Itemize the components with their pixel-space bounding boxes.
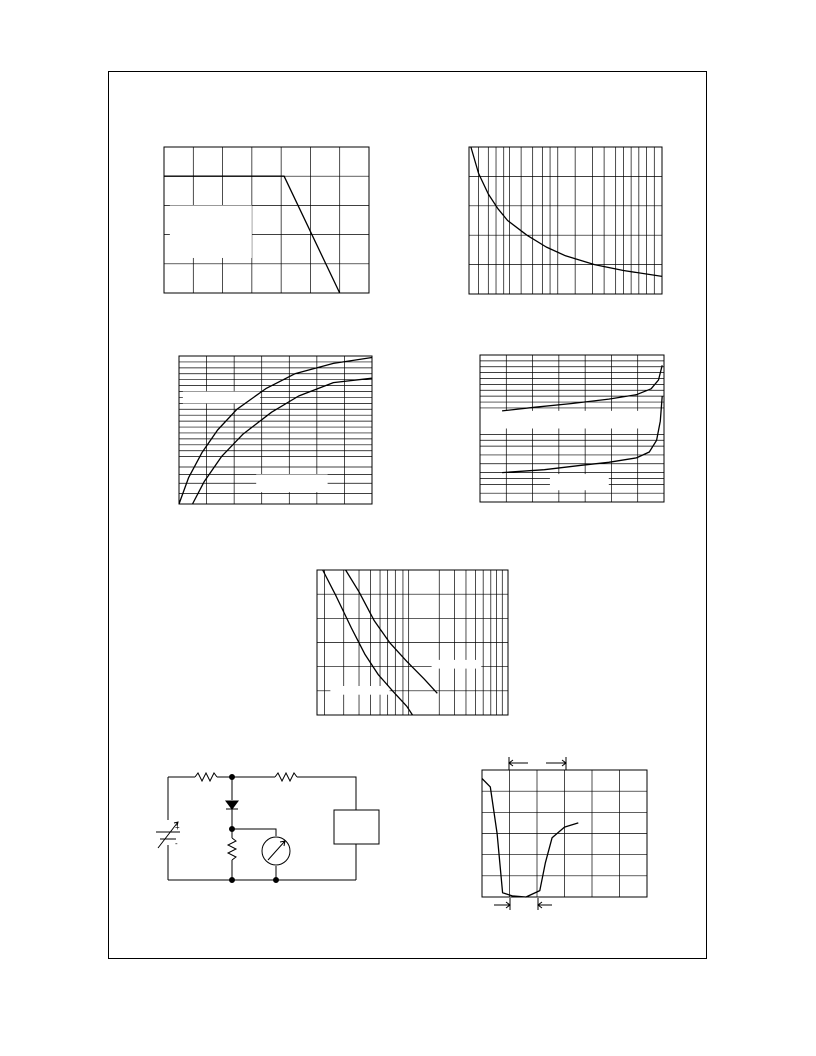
chart-5-label-area-0: [432, 660, 482, 669]
circuit-node-3: [230, 878, 235, 883]
chart-1-label-area-0: [170, 205, 252, 258]
battery-minus-sign: -: [175, 839, 178, 848]
battery-plus-sign: +: [175, 823, 180, 832]
chart-6-series-0: [482, 779, 578, 898]
circuit-resistor-1: [195, 773, 217, 781]
charts-layer: [164, 147, 664, 897]
chart-4-label-area-0: [480, 411, 664, 429]
device-under-test-box: [334, 810, 379, 844]
circuit-resistor-2: [275, 773, 297, 781]
circuit-node-1: [230, 775, 235, 780]
diode-icon: [226, 801, 238, 809]
marker-bottom-right-arrow: [538, 902, 552, 908]
chart-5-label-area-1: [330, 686, 389, 695]
circuit-wire-top-right: [297, 777, 356, 810]
marker-top-right-arrow: [546, 760, 566, 766]
test-circuit-schematic: [156, 773, 379, 883]
chart-3: [179, 356, 372, 504]
chart-4-label-area-1: [550, 474, 609, 490]
chart-2: [469, 147, 662, 294]
chart-6: [482, 770, 647, 897]
marker-bottom-left-arrow: [494, 902, 510, 908]
meter-needle-icon: [268, 841, 285, 860]
circuit-node-2: [230, 827, 235, 832]
chart-5: [317, 570, 508, 715]
circuit-resistor-3: [228, 838, 236, 860]
chart-4-series-0: [502, 365, 662, 411]
chart-3-label-area-1: [256, 474, 327, 492]
circuit-node-4: [274, 878, 279, 883]
chart-4: [480, 355, 664, 502]
circuit-wire-meter: [232, 829, 276, 880]
marker-top-left-arrow: [509, 760, 528, 766]
chart-2-series-0: [471, 147, 662, 276]
chart-1: [164, 147, 369, 293]
